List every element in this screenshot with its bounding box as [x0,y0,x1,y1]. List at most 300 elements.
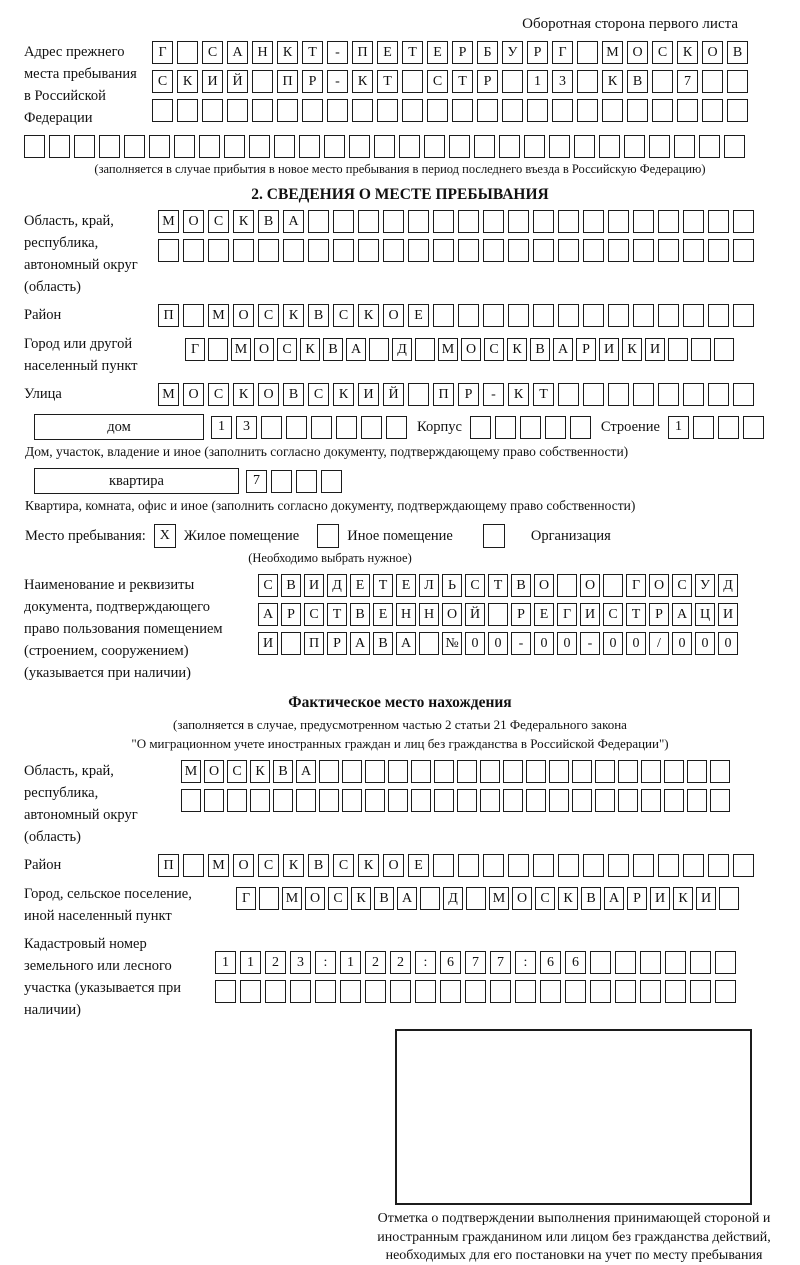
char-cell[interactable] [715,951,736,974]
char-cell[interactable] [315,980,336,1003]
char-cell[interactable] [710,760,730,783]
char-cell[interactable]: О [233,304,254,327]
char-cell[interactable]: С [427,70,448,93]
char-cell[interactable]: К [233,210,254,233]
char-cell[interactable]: 0 [695,632,715,655]
char-cell[interactable]: - [327,41,348,64]
char-cell[interactable] [558,854,579,877]
char-cell[interactable] [259,887,279,910]
char-cell[interactable] [618,760,638,783]
char-cell[interactable]: 3 [290,951,311,974]
char-cell[interactable]: Б [477,41,498,64]
char-cell[interactable]: 3 [236,416,257,439]
char-cell[interactable]: : [515,951,536,974]
char-cell[interactable]: О [204,760,224,783]
char-cell[interactable]: П [277,70,298,93]
char-cell[interactable]: К [358,304,379,327]
char-cell[interactable]: 0 [626,632,646,655]
char-cell[interactable] [477,99,498,122]
char-cell[interactable] [433,210,454,233]
char-cell[interactable] [618,789,638,812]
char-cell[interactable]: / [649,632,669,655]
char-cell[interactable]: Р [327,632,347,655]
char-cell[interactable] [590,980,611,1003]
char-cell[interactable]: О [442,603,462,626]
char-cell[interactable]: У [695,574,715,597]
char-cell[interactable] [290,980,311,1003]
char-cell[interactable]: С [535,887,555,910]
char-cell[interactable] [227,789,247,812]
char-cell[interactable]: Е [534,603,554,626]
char-cell[interactable]: О [183,210,204,233]
char-cell[interactable] [408,239,429,262]
char-cell[interactable] [499,135,520,158]
char-cell[interactable] [583,854,604,877]
char-cell[interactable]: - [327,70,348,93]
char-cell[interactable]: Р [527,41,548,64]
char-cell[interactable]: 0 [465,632,485,655]
char-cell[interactable]: Е [377,41,398,64]
char-cell[interactable]: С [333,304,354,327]
char-cell[interactable] [352,99,373,122]
char-cell[interactable] [250,789,270,812]
char-cell[interactable]: И [696,887,716,910]
char-cell[interactable] [727,70,748,93]
char-cell[interactable] [424,135,445,158]
char-cell[interactable] [508,304,529,327]
char-cell[interactable]: С [202,41,223,64]
char-cell[interactable] [733,239,754,262]
char-cell[interactable] [261,416,282,439]
char-cell[interactable] [342,760,362,783]
char-cell[interactable] [649,135,670,158]
char-cell[interactable] [411,760,431,783]
char-cell[interactable]: К [358,854,379,877]
char-cell[interactable]: Е [408,304,429,327]
char-cell[interactable] [520,416,541,439]
char-cell[interactable]: № [442,632,462,655]
char-cell[interactable] [557,574,577,597]
char-cell[interactable] [302,99,323,122]
char-cell[interactable] [683,239,704,262]
char-cell[interactable] [457,789,477,812]
char-cell[interactable]: У [502,41,523,64]
char-cell[interactable] [399,135,420,158]
char-cell[interactable]: 7 [246,470,267,493]
char-cell[interactable] [457,760,477,783]
char-cell[interactable]: Ь [442,574,462,597]
char-cell[interactable] [608,383,629,406]
char-cell[interactable] [508,854,529,877]
char-cell[interactable] [336,416,357,439]
char-cell[interactable]: О [580,574,600,597]
char-cell[interactable] [633,239,654,262]
char-cell[interactable] [527,99,548,122]
char-cell[interactable]: Р [281,603,301,626]
char-cell[interactable] [311,416,332,439]
char-cell[interactable]: Е [373,603,393,626]
char-cell[interactable]: А [296,760,316,783]
char-cell[interactable] [402,70,423,93]
char-cell[interactable] [386,416,407,439]
char-cell[interactable] [708,854,729,877]
char-cell[interactable] [733,210,754,233]
char-cell[interactable] [265,980,286,1003]
char-cell[interactable]: С [484,338,504,361]
char-cell[interactable]: Т [377,70,398,93]
char-cell[interactable] [327,99,348,122]
char-cell[interactable]: С [227,760,247,783]
char-cell[interactable]: П [158,854,179,877]
char-cell[interactable]: П [433,383,454,406]
char-cell[interactable] [215,980,236,1003]
char-cell[interactable] [333,239,354,262]
char-cell[interactable] [658,239,679,262]
char-cell[interactable] [277,99,298,122]
char-cell[interactable] [558,304,579,327]
char-cell[interactable] [583,383,604,406]
char-cell[interactable] [533,854,554,877]
char-cell[interactable] [503,789,523,812]
char-cell[interactable] [602,99,623,122]
char-cell[interactable]: 1 [211,416,232,439]
char-cell[interactable]: Т [452,70,473,93]
char-cell[interactable] [583,239,604,262]
char-cell[interactable] [710,789,730,812]
char-cell[interactable]: И [258,632,278,655]
char-cell[interactable] [420,887,440,910]
char-cell[interactable] [177,41,198,64]
char-cell[interactable]: Р [649,603,669,626]
char-cell[interactable]: В [258,210,279,233]
char-cell[interactable] [658,854,679,877]
char-cell[interactable]: К [333,383,354,406]
char-cell[interactable]: К [250,760,270,783]
char-cell[interactable]: С [652,41,673,64]
char-cell[interactable] [199,135,220,158]
char-cell[interactable] [181,789,201,812]
char-cell[interactable] [308,210,329,233]
char-cell[interactable] [204,789,224,812]
char-cell[interactable]: И [304,574,324,597]
char-cell[interactable] [174,135,195,158]
char-cell[interactable] [233,239,254,262]
char-cell[interactable] [271,470,292,493]
char-cell[interactable] [683,210,704,233]
char-cell[interactable]: : [415,951,436,974]
char-cell[interactable]: И [599,338,619,361]
char-cell[interactable]: С [258,854,279,877]
char-cell[interactable]: 1 [215,951,236,974]
char-cell[interactable] [296,789,316,812]
char-cell[interactable]: Ц [695,603,715,626]
char-cell[interactable] [603,574,623,597]
char-cell[interactable]: И [650,887,670,910]
char-cell[interactable] [433,304,454,327]
char-cell[interactable]: 6 [440,951,461,974]
char-cell[interactable] [599,135,620,158]
char-cell[interactable] [533,239,554,262]
char-cell[interactable]: Р [627,887,647,910]
char-cell[interactable] [633,383,654,406]
char-cell[interactable]: О [233,854,254,877]
char-cell[interactable]: Д [392,338,412,361]
char-cell[interactable] [658,383,679,406]
char-cell[interactable]: 1 [240,951,261,974]
char-cell[interactable] [719,887,739,910]
char-cell[interactable] [572,789,592,812]
char-cell[interactable] [183,854,204,877]
char-cell[interactable]: С [277,338,297,361]
char-cell[interactable]: М [208,304,229,327]
char-cell[interactable] [458,239,479,262]
char-cell[interactable]: М [282,887,302,910]
char-cell[interactable]: А [258,603,278,626]
char-cell[interactable] [465,980,486,1003]
char-cell[interactable]: П [158,304,179,327]
char-cell[interactable]: В [350,603,370,626]
char-cell[interactable]: С [304,603,324,626]
char-cell[interactable] [533,210,554,233]
char-cell[interactable] [577,70,598,93]
char-cell[interactable] [708,210,729,233]
char-cell[interactable] [702,99,723,122]
char-cell[interactable] [508,210,529,233]
char-cell[interactable]: 6 [540,951,561,974]
char-cell[interactable] [633,304,654,327]
char-cell[interactable] [608,210,629,233]
char-cell[interactable] [558,383,579,406]
char-cell[interactable]: С [208,383,229,406]
char-cell[interactable]: 2 [390,951,411,974]
char-cell[interactable] [158,239,179,262]
char-cell[interactable]: К [352,70,373,93]
char-cell[interactable] [577,41,598,64]
char-cell[interactable] [668,338,688,361]
char-cell[interactable]: Г [152,41,173,64]
char-cell[interactable] [652,99,673,122]
char-cell[interactable] [458,854,479,877]
char-cell[interactable] [702,70,723,93]
char-cell[interactable] [633,210,654,233]
char-cell[interactable]: К [177,70,198,93]
char-cell[interactable] [402,99,423,122]
char-cell[interactable] [449,135,470,158]
char-cell[interactable] [690,980,711,1003]
char-cell[interactable]: М [602,41,623,64]
char-cell[interactable] [358,239,379,262]
char-cell[interactable] [690,951,711,974]
char-cell[interactable] [474,135,495,158]
char-cell[interactable]: 7 [465,951,486,974]
char-cell[interactable] [488,603,508,626]
char-cell[interactable] [583,304,604,327]
char-cell[interactable]: Р [452,41,473,64]
char-cell[interactable]: А [283,210,304,233]
char-cell[interactable]: Е [396,574,416,597]
char-cell[interactable] [572,760,592,783]
char-cell[interactable]: К [558,887,578,910]
char-cell[interactable] [683,304,704,327]
char-cell[interactable] [286,416,307,439]
char-cell[interactable] [545,416,566,439]
char-cell[interactable] [434,789,454,812]
char-cell[interactable] [296,470,317,493]
char-cell[interactable]: Р [511,603,531,626]
char-cell[interactable]: К [277,41,298,64]
char-cell[interactable]: В [581,887,601,910]
char-cell[interactable]: Л [419,574,439,597]
char-cell[interactable] [483,239,504,262]
char-cell[interactable] [718,416,739,439]
char-cell[interactable] [224,135,245,158]
char-cell[interactable]: 1 [527,70,548,93]
char-cell[interactable] [652,70,673,93]
char-cell[interactable]: Г [557,603,577,626]
char-cell[interactable]: Й [465,603,485,626]
char-cell[interactable]: 0 [718,632,738,655]
char-cell[interactable]: В [374,887,394,910]
char-cell[interactable]: М [438,338,458,361]
char-cell[interactable] [558,210,579,233]
char-cell[interactable]: И [718,603,738,626]
char-cell[interactable]: - [580,632,600,655]
char-cell[interactable]: Т [626,603,646,626]
char-cell[interactable]: 2 [365,951,386,974]
char-cell[interactable]: И [580,603,600,626]
char-cell[interactable]: О [534,574,554,597]
char-cell[interactable] [480,789,500,812]
char-cell[interactable]: И [645,338,665,361]
char-cell[interactable]: К [508,383,529,406]
char-cell[interactable] [699,135,720,158]
char-cell[interactable] [249,135,270,158]
char-cell[interactable]: Н [419,603,439,626]
char-cell[interactable] [502,99,523,122]
char-cell[interactable] [340,980,361,1003]
char-cell[interactable] [683,854,704,877]
char-cell[interactable] [408,210,429,233]
char-cell[interactable] [570,416,591,439]
char-cell[interactable] [383,239,404,262]
char-cell[interactable] [308,239,329,262]
char-cell[interactable]: В [323,338,343,361]
char-cell[interactable]: Е [350,574,370,597]
char-cell[interactable] [283,239,304,262]
char-cell[interactable] [240,980,261,1003]
char-cell[interactable] [502,70,523,93]
char-cell[interactable] [321,470,342,493]
char-cell[interactable] [624,135,645,158]
char-cell[interactable]: 0 [557,632,577,655]
char-cell[interactable] [319,760,339,783]
char-cell[interactable]: К [622,338,642,361]
char-cell[interactable]: 0 [488,632,508,655]
char-cell[interactable] [526,760,546,783]
char-cell[interactable]: А [346,338,366,361]
checkbox-organizatsiya[interactable] [483,524,505,548]
char-cell[interactable] [641,760,661,783]
char-cell[interactable]: 7 [677,70,698,93]
char-cell[interactable] [708,239,729,262]
char-cell[interactable] [490,980,511,1003]
char-cell[interactable]: М [158,210,179,233]
char-cell[interactable] [483,210,504,233]
char-cell[interactable] [470,416,491,439]
char-cell[interactable] [419,632,439,655]
char-cell[interactable]: А [604,887,624,910]
char-cell[interactable] [365,980,386,1003]
char-cell[interactable]: Е [427,41,448,64]
char-cell[interactable]: 0 [603,632,623,655]
char-cell[interactable] [152,99,173,122]
char-cell[interactable] [733,854,754,877]
char-cell[interactable] [483,304,504,327]
char-cell[interactable]: О [512,887,532,910]
char-cell[interactable]: К [233,383,254,406]
char-cell[interactable]: В [511,574,531,597]
char-cell[interactable]: В [727,41,748,64]
char-cell[interactable] [687,760,707,783]
char-cell[interactable]: Н [396,603,416,626]
char-cell[interactable] [358,210,379,233]
char-cell[interactable] [408,383,429,406]
char-cell[interactable]: О [627,41,648,64]
char-cell[interactable]: 1 [340,951,361,974]
char-cell[interactable]: 1 [668,416,689,439]
char-cell[interactable]: - [483,383,504,406]
char-cell[interactable] [708,383,729,406]
char-cell[interactable] [74,135,95,158]
char-cell[interactable]: С [672,574,692,597]
char-cell[interactable] [299,135,320,158]
char-cell[interactable] [183,304,204,327]
char-cell[interactable]: А [227,41,248,64]
char-cell[interactable] [691,338,711,361]
char-cell[interactable]: С [152,70,173,93]
char-cell[interactable] [640,951,661,974]
char-cell[interactable]: А [396,632,416,655]
char-cell[interactable]: Г [626,574,646,597]
char-cell[interactable] [99,135,120,158]
char-cell[interactable] [724,135,745,158]
char-cell[interactable]: А [350,632,370,655]
char-cell[interactable] [524,135,545,158]
char-cell[interactable] [452,99,473,122]
char-cell[interactable]: Т [373,574,393,597]
char-cell[interactable] [665,980,686,1003]
char-cell[interactable]: Т [302,41,323,64]
char-cell[interactable]: Е [408,854,429,877]
char-cell[interactable]: С [328,887,348,910]
char-cell[interactable]: О [258,383,279,406]
char-cell[interactable]: К [283,854,304,877]
char-cell[interactable]: 3 [552,70,573,93]
char-cell[interactable]: О [305,887,325,910]
char-cell[interactable] [415,338,435,361]
char-cell[interactable] [608,239,629,262]
char-cell[interactable] [558,239,579,262]
char-cell[interactable]: И [202,70,223,93]
char-cell[interactable] [433,854,454,877]
char-cell[interactable] [733,383,754,406]
char-cell[interactable]: С [258,304,279,327]
char-cell[interactable] [515,980,536,1003]
char-cell[interactable] [433,239,454,262]
char-cell[interactable]: А [553,338,573,361]
char-cell[interactable] [595,789,615,812]
char-cell[interactable] [480,760,500,783]
